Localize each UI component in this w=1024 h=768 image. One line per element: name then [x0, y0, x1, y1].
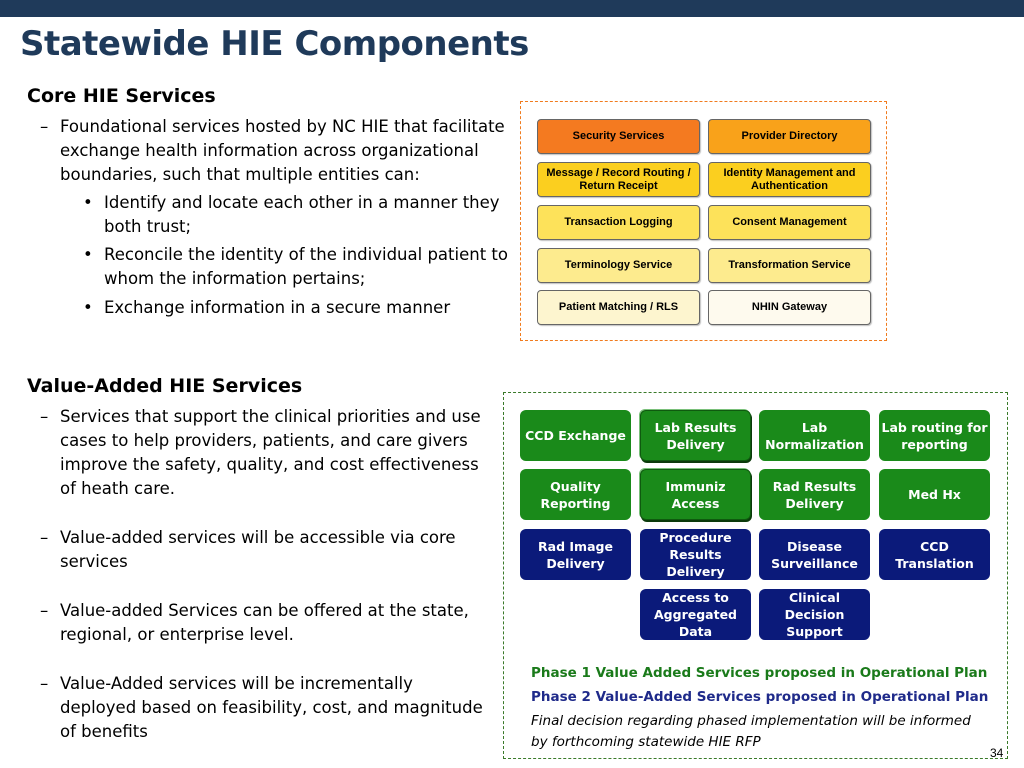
value-added-line: Value-added services will be accessible via core [60, 528, 456, 547]
core-bullet-line: Exchange information in a secure manner [104, 298, 451, 317]
value-added-line: Services that support the clinical priorities and use [60, 407, 481, 426]
core-services-heading: Core HIE Services [27, 85, 216, 107]
core-intro-line: exchange health information across organizational [60, 141, 479, 160]
value-added-service: Access to Aggregated Data [640, 589, 751, 640]
core-component: NHIN Gateway [708, 290, 871, 325]
core-component: Identity Management and Authentication [708, 162, 871, 197]
value-added-line: cases to help providers, patients, and care givers [60, 431, 468, 450]
value-added-heading: Value-Added HIE Services [27, 375, 303, 397]
value-added-line: deployed based on feasibility, cost, and magnitude [60, 698, 483, 717]
value-added-service: CCD Exchange [520, 410, 631, 461]
value-added-service: Disease Surveillance [759, 529, 870, 580]
page-title: Statewide HIE Components [20, 24, 529, 64]
core-component: Transformation Service [708, 248, 871, 283]
value-added-service: Med Hx [879, 469, 990, 520]
value-added-line: regional, or enterprise level. [60, 625, 294, 644]
core-component: Provider Directory [708, 119, 871, 154]
value-added-service: Rad Image Delivery [520, 529, 631, 580]
decision-note: by forthcoming statewide HIE RFP [531, 734, 761, 750]
value-added-line: of heath care. [60, 479, 176, 498]
value-added-service: Lab Results Delivery [640, 410, 751, 461]
core-bullet-line: Reconcile the identity of the individual patient to [104, 245, 508, 264]
decision-note: Final decision regarding phased implementation will be informed [531, 713, 971, 729]
phase1-legend: Phase 1 Value Added Services proposed in Operational Plan [531, 665, 988, 681]
core-component: Terminology Service [537, 248, 700, 283]
core-component: Consent Management [708, 205, 871, 240]
value-added-service: CCD Translation [879, 529, 990, 580]
value-added-line: services [60, 552, 128, 571]
core-bullet-line: Identify and locate each other in a manner they [104, 193, 500, 212]
core-component: Message / Record Routing / Return Receipt [537, 162, 700, 197]
value-added-service: Clinical Decision Support [759, 589, 870, 640]
top-banner [0, 0, 1024, 17]
core-intro-line: Foundational services hosted by NC HIE that facilitate [60, 117, 505, 136]
value-added-line: of benefits [60, 722, 148, 741]
phase2-legend: Phase 2 Value-Added Services proposed in Operational Plan [531, 689, 989, 705]
core-intro-line: boundaries, such that multiple entities can: [60, 165, 420, 184]
value-added-line: Value-added Services can be offered at the state, [60, 601, 469, 620]
value-added-line: improve the safety, quality, and cost effectiveness [60, 455, 479, 474]
core-bullet-line: whom the information pertains; [104, 269, 366, 288]
value-added-service: Lab Normalization [759, 410, 870, 461]
core-component: Transaction Logging [537, 205, 700, 240]
value-added-service: Procedure Results Delivery [640, 529, 751, 580]
value-added-line: Value-Added services will be incrementally [60, 674, 413, 693]
core-bullet-line: both trust; [104, 217, 192, 236]
core-component: Security Services [537, 119, 700, 154]
page-number: 34 [990, 746, 1004, 760]
value-added-service: Rad Results Delivery [759, 469, 870, 520]
value-added-service: Immuniz Access [640, 469, 751, 520]
value-added-service: Lab routing for reporting [879, 410, 990, 461]
core-component: Patient Matching / RLS [537, 290, 700, 325]
value-added-service: Quality Reporting [520, 469, 631, 520]
